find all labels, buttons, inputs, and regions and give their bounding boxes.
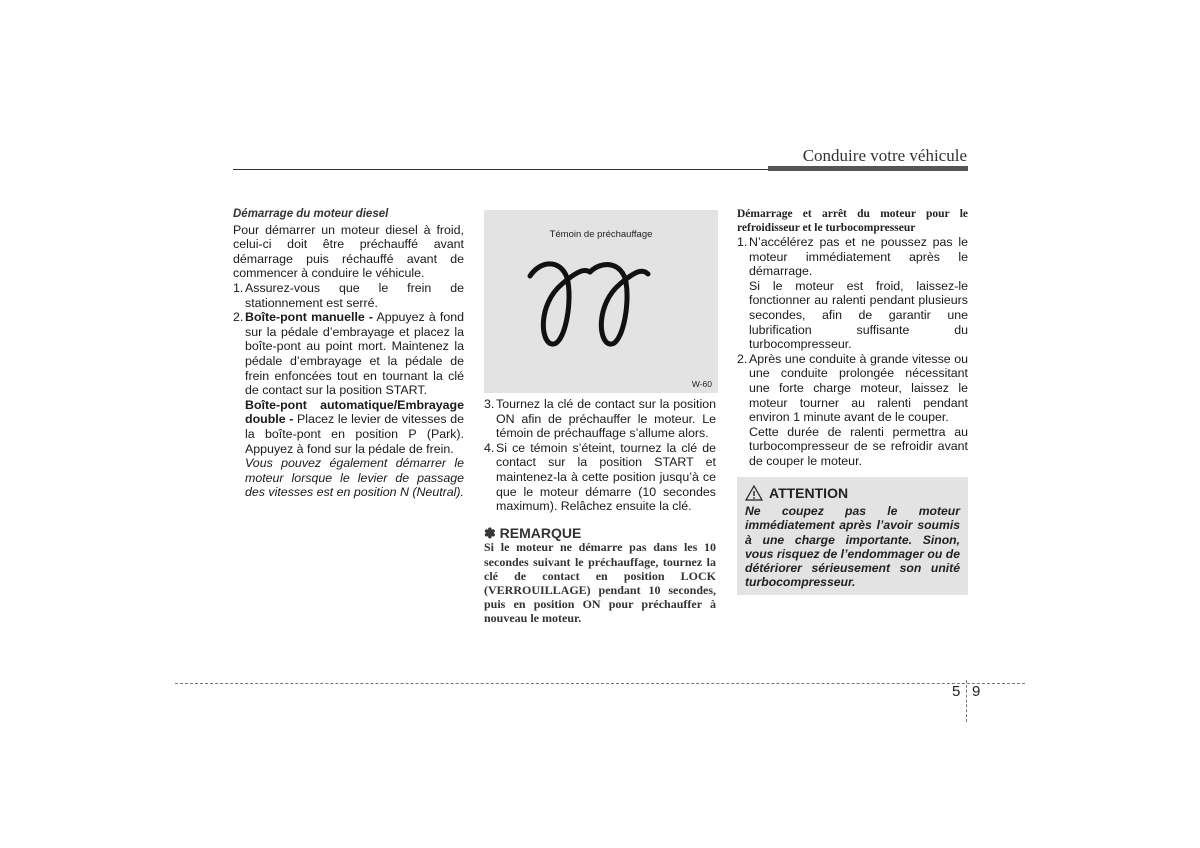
list-subparagraph: Cette durée de ralenti permettra au turbocompresseur de se refroidir avant de couper le moteur. — [749, 424, 968, 468]
list-item — [484, 441, 716, 514]
auto-gearbox-text: Placez le levier de vitesses de la boîte-pont en position P (Park). Appuyez à fond sur la pédale de frein. — [245, 412, 465, 456]
list-subparagraph: Si le moteur est froid, laissez-le fonctionner au ralenti pendant plusieurs secondes, afin de garantir une lubrification suffisante du turbocompresseur. — [749, 278, 968, 352]
list-item — [233, 310, 464, 398]
auto-gearbox-label: Boîte-pont automatique/Embrayage double - — [245, 397, 464, 427]
page-number: 9 — [972, 683, 981, 700]
remarque-title: REMARQUE — [499, 524, 582, 541]
intro-paragraph: Pour démarrer un moteur diesel à froid, celui-ci doit être préchauffé avant démarrage puis réchauffé avant de commencer à conduire le véhicule. — [233, 222, 464, 281]
remarque-text: Si le moteur ne démarre pas dans les 10 secondes suivant le préchauffage, tournez la clé de contact en position LOCK (VERROUILLAGE) pendant 10 secondes, puis en position ON pour préchauffer à nouveau le moteur. — [484, 540, 716, 626]
footer-rule — [175, 683, 1025, 684]
list-text: Assurez-vous que le frein de stationnement est serré. — [245, 280, 464, 310]
list-number: 1. — [233, 280, 244, 295]
attention-text: Ne coupez pas le moteur immédiatement après l’avoir soumis à une charge importante. Sinon, vous risquez de l’endommager ou de détériorer sérieusement son unité turbocompresseur. — [745, 504, 960, 590]
remarque-star-icon: ✽ — [484, 524, 496, 541]
manual-gearbox-label: Boîte-pont manuelle - — [245, 310, 374, 325]
list-number: 2. — [233, 310, 244, 325]
list-text: Après une conduite à grande vitesse ou une conduite prolongée nécessitant une forte charge moteur, laissez le moteur tourner au ralenti pendant environ 1 minute avant de le couper. — [749, 351, 968, 425]
attention-header — [745, 485, 848, 501]
list-number: 3. — [484, 397, 495, 411]
glow-plug-coil-icon — [524, 260, 654, 352]
column-diesel-start-cont — [484, 397, 716, 626]
page-header-title: Conduire votre véhicule — [802, 146, 967, 165]
column-turbo — [737, 208, 968, 469]
figure-code: W-60 — [691, 379, 712, 389]
attention-title: ATTENTION — [769, 485, 849, 501]
list-item — [233, 281, 464, 310]
remarque-heading — [484, 526, 716, 541]
list-number: 1. — [737, 235, 748, 249]
list-number: 4. — [484, 440, 495, 455]
neutral-note: Vous pouvez également démarrer le moteur lorsque le levier de passage des vitesses est en position N (Neutral). — [245, 456, 464, 500]
list-number: 2. — [737, 351, 748, 366]
turbo-heading: Démarrage et arrêt du moteur pour le refroidisseur et le turbocompresseur — [737, 208, 968, 234]
list-text: N’accélérez pas et ne poussez pas le moteur immédiatement après le démarrage. — [749, 235, 968, 279]
manual-gearbox-text: Appuyez à fond sur la pédale d’embrayage et placez la boîte-pont au point mort. Maintenez la pédale d’embrayage et la pédale de frein enfoncées tout en tournant la clé de contact sur la position START. — [245, 310, 464, 398]
list-item — [737, 235, 968, 279]
list-text — [245, 310, 464, 398]
auto-gearbox-paragraph — [245, 398, 464, 456]
column-diesel-start — [233, 207, 464, 500]
footer-divider — [966, 680, 967, 722]
header-rule-accent — [768, 166, 968, 171]
chapter-number: 5 — [952, 683, 961, 700]
figure-caption: Témoin de préchauffage — [549, 229, 653, 240]
glow-indicator-figure — [484, 210, 718, 393]
list-item — [737, 352, 968, 425]
list-item — [484, 397, 716, 441]
section-heading: Démarrage du moteur diesel — [233, 208, 389, 220]
list-text: Si ce témoin s’éteint, tournez la clé de contact sur la position START et maintenez-la à cette position jusqu’à ce que le moteur démarre (10 secondes maximum). Relâchez ensuite la clé. — [496, 440, 716, 514]
warning-triangle-icon — [745, 485, 763, 501]
attention-box — [737, 477, 968, 595]
list-text: Tournez la clé de contact sur la position ON afin de préchauffer le moteur. Le témoin de préchauffage s’allume alors. — [496, 397, 716, 441]
header-rule — [233, 169, 768, 170]
